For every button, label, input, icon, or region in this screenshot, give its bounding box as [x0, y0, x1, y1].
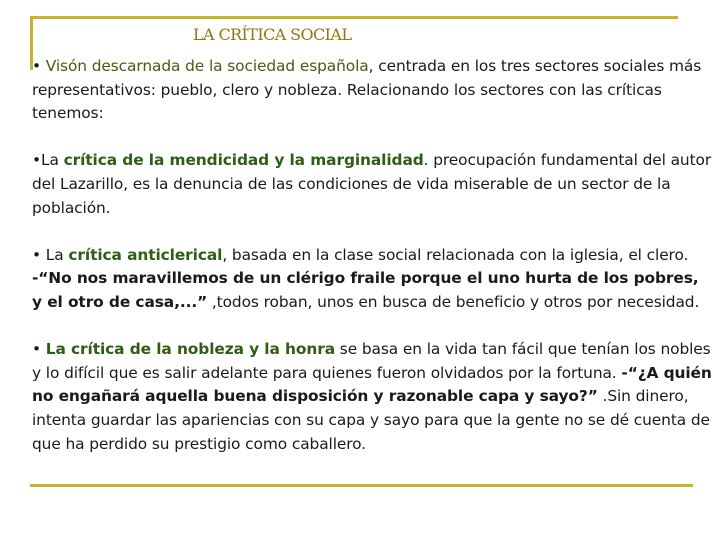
paragraph-text-after: .Sin dinero, intenta guardar las apariencias con su capa y sayo para que la gente no se dé cuenta de que ha perdido su prestigio como caballero. [32, 387, 710, 453]
slide-title: LA CRÍTICA SOCIAL [193, 25, 352, 44]
paragraph-text: , centrada en los tres sectores sociales más representativos: pueblo, clero y nobleza. Relacionando los sectores con las críticas tenemos: [32, 57, 702, 123]
quote-text: -“No nos maravillemos de un clérigo fraile porque el uno hurta de los pobres, y el otro de casa,...” [32, 269, 699, 311]
paragraph-anticlerical [32, 244, 712, 315]
paragraph-text-after: ,todos roban, unos en busca de beneficio y otros por necesidad. [211, 292, 700, 311]
paragraph-nobleza [32, 338, 712, 456]
frame-top-border [30, 16, 678, 19]
quote-text: -“¿A quién no engañará aquella buena disposición y razonable capa y sayo?” [32, 363, 712, 406]
paragraph-mendicidad [32, 149, 712, 220]
frame-bottom-border [30, 484, 693, 487]
highlight-phrase: La crítica de la nobleza y la honra [45, 340, 335, 359]
bullet: •La [32, 151, 59, 170]
slide-content [32, 55, 712, 480]
paragraph-text: se basa en la vida tan fácil que tenían los nobles y lo difícil que es salir adelante para quienes fueron olvidados por la fortuna. [32, 340, 711, 382]
bullet: • [32, 340, 41, 359]
bullet: • [32, 57, 41, 75]
bullet: • La [32, 245, 64, 264]
highlight-phrase: crítica anticlerical [68, 245, 223, 264]
highlight-phrase: Visón descarnada de la sociedad española [45, 57, 369, 75]
paragraph-text: . preocupación fundamental del autor del Lazarillo, es la denuncia de las condiciones de vida miserable de un sector de la población. [32, 151, 712, 217]
paragraph-vision [32, 55, 712, 126]
paragraph-text: , basada en la clase social relacionada con la iglesia, el clero. [222, 245, 689, 264]
highlight-phrase: crítica de la mendicidad y la marginalidad [63, 151, 424, 170]
